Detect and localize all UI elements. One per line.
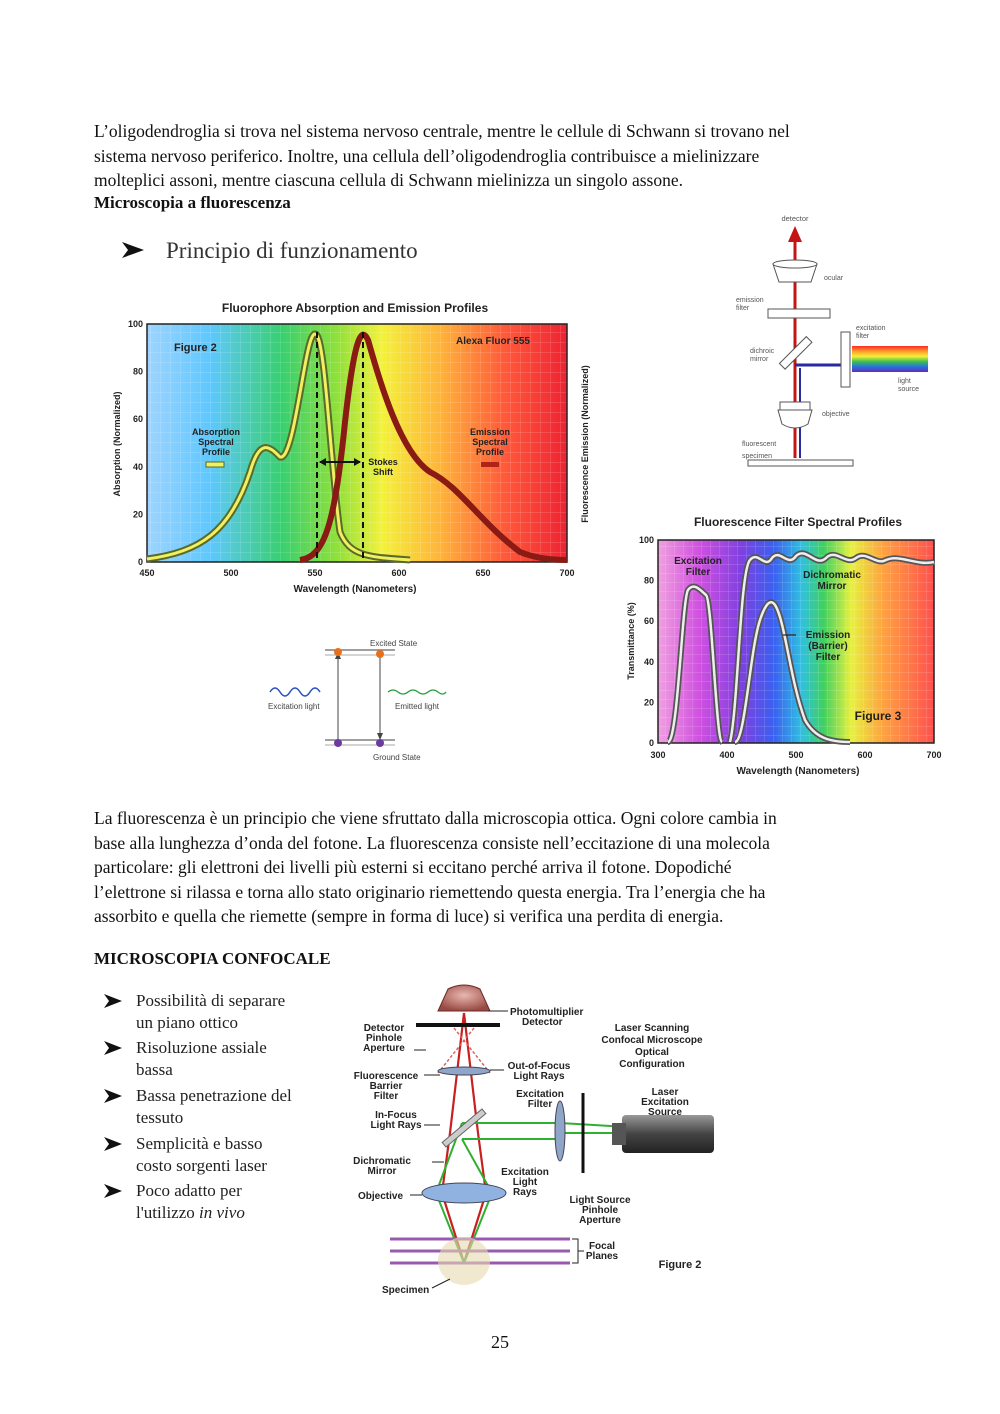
svg-text:Mirror: Mirror (817, 581, 847, 592)
arrow-bullet-icon (104, 1137, 124, 1151)
svg-text:Filter: Filter (685, 567, 711, 578)
specimen-slide (748, 460, 853, 466)
body-line: base alla lunghezza d’onda del fotone. La fluorescenza consiste nell’eccitazione di una molecola (94, 832, 770, 853)
tick-label: 550 (307, 568, 323, 578)
light-source-label: light source (898, 378, 920, 393)
y-axis-label-left: Absorption (Normalized) (112, 391, 122, 497)
objective-lens (422, 1183, 506, 1203)
svg-text:Absorption: Absorption (192, 427, 240, 437)
tick-label: 650 (475, 568, 491, 578)
body-paragraph (94, 806, 906, 929)
body-line: assorbito e quella che riemette (sempre in forma di luce) si verifica una perdita di energia. (94, 906, 724, 926)
out-of-focus-rays (438, 1028, 490, 1073)
out-of-focus-label: Out-of-Focus Light Rays (507, 1061, 571, 1082)
arrow-bullet-icon (104, 994, 124, 1008)
configuration-title: Laser Scanning Confocal Microscope Optical Configuration (601, 1023, 703, 1070)
x-axis-label: Wavelength (Nanometers) (736, 766, 860, 777)
tick-label: 700 (559, 568, 575, 578)
page-number: 25 (491, 1332, 509, 1352)
body-line: La fluorescenza è un principio che viene sfruttato dalla microscopia ottica. Ogni colore cambia in (94, 808, 777, 828)
excitation-filter-label: excitation filter (856, 325, 886, 340)
x-axis-ticks (139, 568, 574, 578)
emitted-light-label: Emitted light (395, 702, 440, 711)
barrier-filter-label: Fluorescence Barrier Filter (353, 1071, 419, 1102)
objective-label: objective (822, 411, 850, 418)
figure-label: Figure 3 (854, 709, 902, 723)
chart-title: Fluorophore Absorption and Emission Profiles (221, 301, 489, 315)
tick-label: 400 (719, 750, 735, 760)
bullet-line: Bassa penetrazione del (136, 1086, 292, 1105)
emission-filter (768, 309, 830, 318)
bullet-line: Poco adatto per (136, 1181, 242, 1200)
ground-electron (334, 739, 342, 747)
tick-label: 0 (137, 557, 143, 567)
svg-text:Dichromatic: Dichromatic (803, 570, 861, 581)
bullet-line: Semplicità e basso (136, 1134, 263, 1153)
y-axis-ticks (128, 319, 143, 567)
bullet-line: costo sorgenti laser (136, 1156, 267, 1175)
body-line: l’elettrone si rilassa e torna allo stato originario riemettendo questa energia. Tra l’energia che ha (94, 881, 766, 902)
bullet-line: l'utilizzo in vivo (136, 1203, 245, 1222)
bullet-line: bassa (136, 1060, 173, 1079)
chart-title: Fluorescence Filter Spectral Profiles (693, 515, 903, 529)
tick-label: 60 (643, 616, 654, 627)
slide-title: Principio di funzionamento (166, 238, 418, 263)
absorption-legend-swatch (206, 462, 224, 467)
tick-label: 100 (127, 319, 143, 329)
jablonski-diagram (268, 639, 446, 762)
fluorescence-principle-figure (100, 222, 600, 782)
detector-arrow-icon (788, 226, 802, 242)
figure-label: Figure 2 (658, 1259, 702, 1271)
section-heading-confocal: MICROSCOPIA CONFOCALE (94, 949, 331, 968)
svg-text:Profile: Profile (475, 447, 505, 457)
tick-label: 20 (132, 509, 143, 520)
dichroic-mirror-label: dichroic mirror (750, 348, 775, 363)
bullet-line: Possibilità di separare (136, 991, 286, 1010)
svg-text:Stokes: Stokes (368, 457, 398, 467)
excitation-light-label: Excitation light (268, 702, 320, 711)
excitation-filter (555, 1101, 565, 1161)
section-heading-fluorescence: Microscopia a fluorescenza (94, 193, 291, 212)
bullet-line: tessuto (136, 1108, 184, 1127)
excited-electron (376, 650, 384, 658)
excitation-filter (841, 332, 850, 387)
excitation-filter-label: Excitation Filter (516, 1089, 564, 1110)
dichromatic-mirror-label: Dichromatic Mirror (353, 1156, 411, 1177)
tick-label: 600 (391, 568, 407, 578)
svg-text:(Barrier): (Barrier) (808, 641, 848, 652)
excitation-wave-icon (270, 688, 320, 696)
svg-text:Spectral: Spectral (198, 437, 234, 447)
barrier-filter (438, 1067, 490, 1075)
tick-label: 450 (139, 568, 155, 578)
emission-profile-label (470, 427, 510, 457)
tick-label: 0 (648, 738, 654, 748)
photomultiplier-detector (438, 985, 490, 1011)
filter-spectral-profiles-chart (620, 510, 950, 780)
in-focus-label: In-Focus Light Rays (370, 1110, 422, 1131)
excitation-rays-label: Excitation Light Rays (501, 1167, 549, 1198)
svg-text:Spectral: Spectral (472, 437, 508, 447)
dye-label: Alexa Fluor 555 (456, 336, 530, 347)
objective-top (780, 402, 810, 410)
intro-paragraph (94, 119, 906, 193)
body-line: particolare: gli elettroni dei livelli più esterni si eccitano perché arriva il fotone. Dopodiché (94, 857, 732, 877)
intro-line: molteplici assoni, mentre ciascuna cellula di Schwann mielinizza un singolo assone. (94, 170, 684, 190)
objective-lens (778, 410, 812, 428)
tick-label: 40 (643, 656, 654, 667)
svg-text:Profile: Profile (201, 447, 231, 457)
bullet-line: un piano ottico (136, 1013, 238, 1032)
svg-text:Emission: Emission (805, 630, 851, 641)
emission-filter-label: emission filter (736, 297, 764, 312)
tick-label: 80 (643, 575, 654, 586)
specimen (438, 1237, 490, 1285)
arrow-bullet-icon (122, 242, 144, 258)
ground-electron (376, 739, 384, 747)
y-axis-label: Transmittance (%) (626, 602, 636, 680)
y-axis-label-right: Fluorescence Emission (Normalized) (580, 365, 590, 523)
intro-line: L’oligodendroglia si trova nel sistema nervoso centrale, mentre le cellule di Schwann si trovano nel (94, 121, 790, 141)
bullet-line: Risoluzione assiale (136, 1038, 267, 1057)
laser-source-label: Laser Excitation Source (641, 1087, 689, 1118)
detector-pinhole-label: Detector Pinhole Aperture (363, 1023, 405, 1054)
tick-label: 700 (926, 750, 942, 760)
specimen-label: fluorescent specimen (742, 441, 777, 460)
tick-label: 100 (638, 535, 654, 545)
arrow-bullet-icon (104, 1184, 124, 1198)
svg-text:Shift: Shift (373, 467, 393, 477)
arrow-bullet-icon (104, 1041, 124, 1055)
figure-label: Figure 2 (174, 342, 217, 354)
epifluorescence-microscope-diagram (728, 210, 938, 472)
arrow-bullet-icon (104, 1089, 124, 1103)
detector-label: detector (781, 214, 809, 223)
tick-label: 500 (223, 568, 239, 578)
excited-electron (334, 648, 342, 656)
intro-line: sistema nervoso periferico. Inoltre, una cellula dell’oligodendroglia contribuisce a mielinizzare (94, 145, 760, 166)
focal-planes-label: Focal Planes (585, 1241, 619, 1262)
ground-state-label: Ground State (373, 753, 421, 762)
tick-label: 500 (788, 750, 804, 760)
objective-label: Objective (358, 1191, 404, 1202)
tick-label: 600 (857, 750, 873, 760)
emission-wave-icon (388, 690, 446, 694)
light-source-pinhole-label: Light Source Pinhole Aperture (569, 1195, 631, 1226)
svg-text:Filter: Filter (815, 652, 841, 663)
ocular-label: ocular (824, 275, 844, 282)
tick-label: 40 (132, 461, 143, 472)
tick-label: 60 (132, 414, 143, 425)
svg-text:Excitation: Excitation (674, 556, 722, 567)
laser-source (622, 1115, 714, 1153)
excited-state-label: Excited State (370, 639, 418, 648)
light-source-spectrum (852, 346, 928, 372)
svg-text:Emission: Emission (469, 427, 511, 437)
x-axis-ticks (650, 750, 941, 760)
tick-label: 300 (650, 750, 666, 760)
tick-label: 80 (132, 366, 143, 377)
photomultiplier-label: Photomultiplier Detector (510, 1007, 584, 1028)
y-axis-ticks (639, 535, 654, 748)
emission-legend-swatch (481, 462, 499, 467)
confocal-microscope-diagram (350, 983, 730, 1301)
tick-label: 20 (643, 697, 654, 708)
specimen-label: Specimen (382, 1285, 430, 1296)
x-axis-label: Wavelength (Nanometers) (293, 584, 417, 595)
